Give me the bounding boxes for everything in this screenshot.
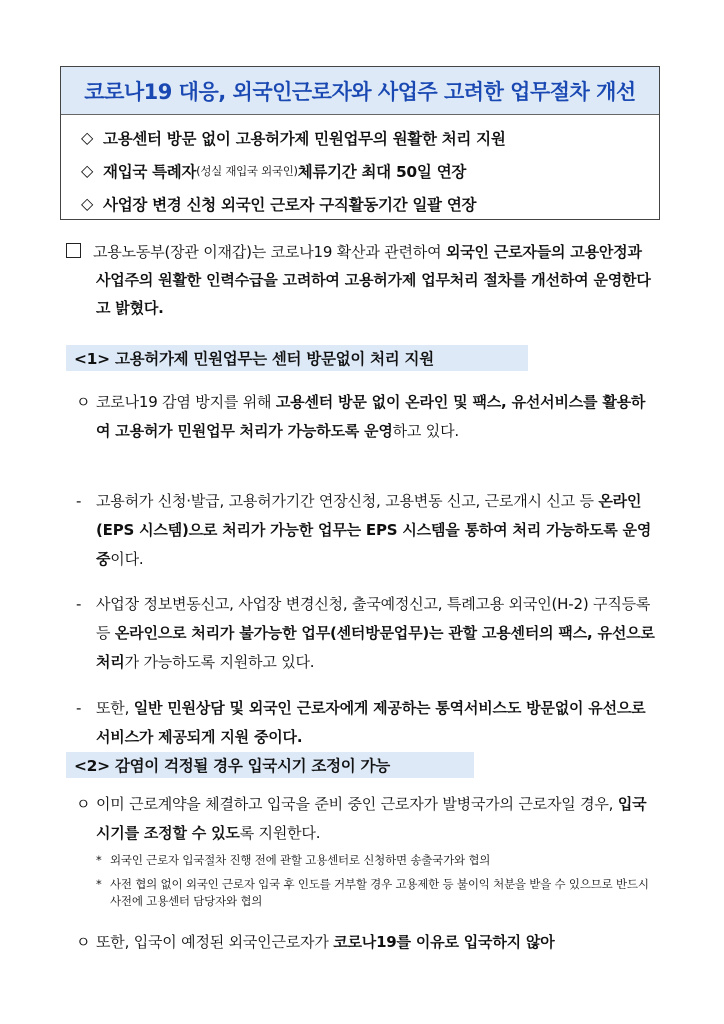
bullet-mark: ㅇ — [76, 795, 91, 813]
summary-text: 재입국 특례자 — [103, 162, 197, 181]
bullet-mark: ㅇ — [76, 393, 91, 411]
list-item: - 또한, 일반 민원상담 및 외국인 근로자에게 제공하는 통역서비스도 방문없이 유선으로 서비스가 제공되게 지원 중이다. — [66, 694, 656, 752]
dash-mark: - — [76, 492, 82, 510]
section-heading-2: <2> 감염이 걱정될 경우 입국시기 조정이 가능 — [66, 752, 474, 778]
headline-box — [60, 66, 660, 220]
summary-item — [81, 121, 659, 154]
summary-text: 체류기간 최대 50일 연장 — [297, 162, 467, 181]
headline-title: 코로나19 대응, 외국인근로자와 사업주 고려한 업무절차 개선 — [84, 79, 636, 104]
diamond-icon: ◇ — [81, 128, 94, 147]
checkbox-square-icon — [66, 243, 81, 258]
diamond-icon: ◇ — [81, 194, 94, 213]
summary-note: (성실 재입국 외국인) — [196, 163, 298, 178]
footnote: * 사전 협의 없이 외국인 근로자 입국 후 인도를 거부할 경우 고용제한 등 불이익 처분을 받을 수 있으므로 반드시 사전에 고용센터 담당자와 협의 — [96, 877, 649, 908]
asterisk-mark: * — [96, 853, 102, 867]
dash-mark: - — [76, 595, 82, 613]
summary-item — [81, 187, 659, 220]
summary-text: 고용센터 방문 없이 고용허가제 민원업무의 원활한 처리 지원 — [103, 129, 506, 148]
bullet-mark: ㅇ — [76, 933, 91, 951]
diamond-icon: ◇ — [81, 161, 94, 180]
dash-mark: - — [76, 699, 82, 717]
asterisk-mark: * — [96, 877, 102, 891]
intro-paragraph: 고용노동부(장관 이재갑)는 코로나19 확산과 관련하여 외국인 근로자들의 고용안정과 사업주의 원활한 인력수급을 고려하여 고용허가제 업무처리 절차를 개선하여 운영한다고 밝혔다. — [66, 238, 656, 322]
summary-item — [81, 154, 659, 187]
list-item: ㅇ 또한, 입국이 예정된 외국인근로자가 코로나19를 이유로 입국하지 않아 — [66, 928, 656, 957]
list-item: ㅇ 이미 근로계약을 체결하고 입국을 준비 중인 근로자가 발병국가의 근로자일 경우, 입국시기를 조정할 수 있도록 지원한다. — [66, 790, 656, 848]
list-item: ㅇ 코로나19 감염 방지를 위해 고용센터 방문 없이 온라인 및 팩스, 유선서비스를 활용하여 고용허가 민원업무 처리가 가능하도록 운영하고 있다. — [66, 388, 656, 446]
summary-list — [61, 115, 659, 220]
summary-text: 사업장 변경 신청 외국인 근로자 구직활동기간 일괄 연장 — [103, 195, 477, 214]
list-item: - 고용허가 신청·발급, 고용허가기간 연장신청, 고용변동 신고, 근로개시 신고 등 온라인(EPS 시스템)으로 처리가 가능한 업무는 EPS 시스템을 통하여 처리 가능하도록 운영 중이다. — [66, 487, 656, 574]
list-item: - 사업장 정보변동신고, 사업장 변경신청, 출국예정신고, 특례고용 외국인(H-2) 구직등록 등 온라인으로 처리가 불가능한 업무(센터방문업무)는 관할 고용센터의 팩스, 유선으로 처리가 가능하도록 지원하고 있다. — [66, 590, 656, 677]
headline-bar — [61, 67, 659, 115]
section-heading-1: <1> 고용허가제 민원업무는 센터 방문없이 처리 지원 — [66, 345, 528, 371]
footnote: * 외국인 근로자 입국절차 진행 전에 관할 고용센터로 신청하면 송출국가와 협의 — [96, 853, 491, 867]
